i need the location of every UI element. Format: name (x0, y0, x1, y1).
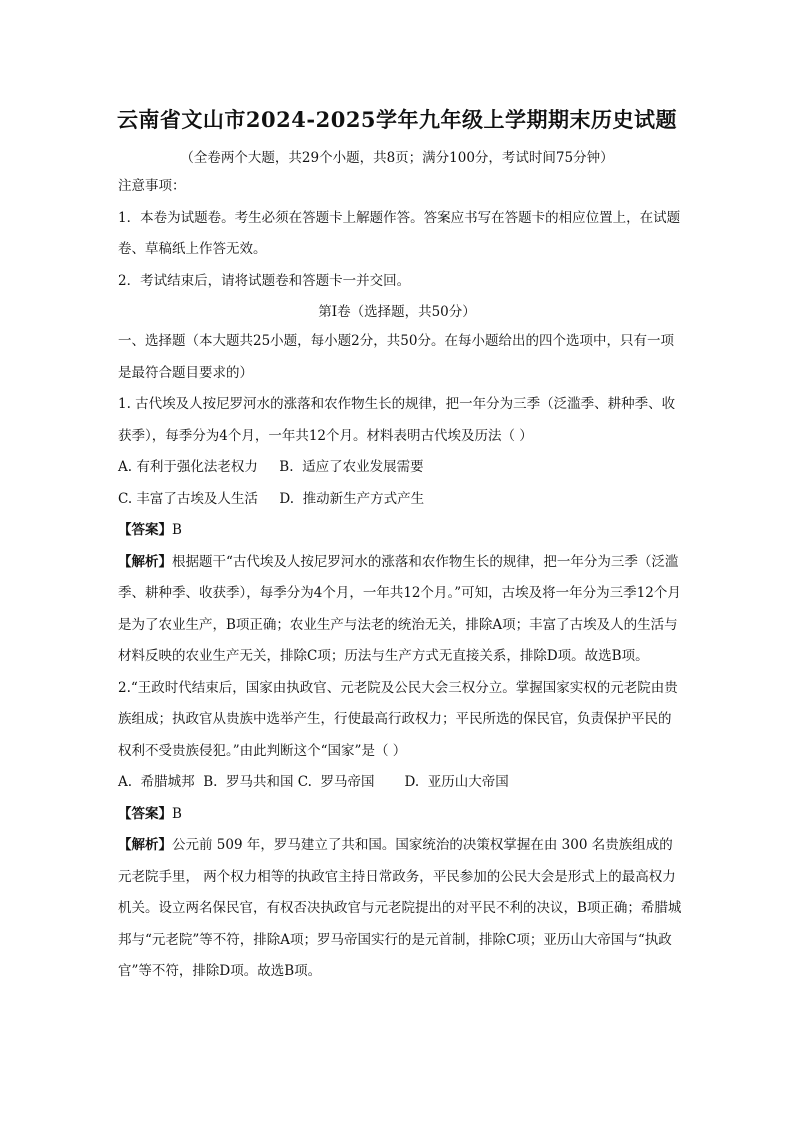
question-stem: 2.“王政时代结束后，国家由执政官、元老院及公民大会三权分立。掌握国家实权的元老院由贵族组成；执政官从贵族中选举产生，行使最高行政权力；平民所选的保民官，负责保护平民的权利不受贵族侵犯。”由此判断这个“国家”是（ ） (118, 679, 678, 759)
answer-value: B (172, 805, 182, 822)
question-options: A. 希腊城邦 B. 罗马共和国 C. 罗马帝国 D. 亚历山大帝国 (118, 774, 509, 790)
answer-value: B (172, 522, 182, 538)
analysis-label: 【解析】 (118, 553, 172, 570)
question-options: A. 有利于强化法老权力 B. 适应了农业发展需要 (118, 459, 424, 475)
questions-block (118, 326, 683, 988)
analysis-text: 根据题干“古代埃及人按尼罗河水的涨落和农作物生长的规律，把一年分为三季（泛滥季、耕种季、收获季），每季分为4个月，一年共12个月。”可知，古埃及将一年分为三季12个月是为了农业生产，B项正确；农业生产与法老的统治无关，排除A项；丰富了古埃及人的生活与材料反映的农业生产无关，排除C项；历法与生产方式无直接关系，排除D项。故选B项。 (118, 553, 681, 664)
notice-item: 1．本卷为试题卷。考生必须在答题卡上解题作答。答案应书写在答题卡的相应位置上，在试题卷、草稿纸上作答无效。 (118, 209, 681, 257)
notice-item: 2．考试结束后，请将试题卷和答题卡一并交回。 (118, 272, 411, 289)
analysis-label: 【解析】 (118, 837, 172, 853)
analysis-paragraph (118, 830, 683, 988)
page-title: 云南省文山市2024-2025学年九年级上学期期末历史试题 (116, 107, 678, 132)
notice-heading: 注意事项： (118, 178, 186, 194)
answer-label: 【答案】 (118, 522, 172, 538)
answer-line (118, 515, 683, 547)
part-title: 第Ⅰ卷（选择题，共50分） (318, 304, 476, 320)
question-stem: 1. 古代埃及人按尼罗河水的涨落和农作物生长的规律，把一年分为三季（泛滥季、耕种季、收获季），每季分为4个月，一年共12个月。材料表明古代埃及历法（ ） (118, 396, 676, 444)
exam-subtitle: （全卷两个大题，共29个小题，共8页；满分100分，考试时间75分钟） (180, 150, 614, 166)
answer-label: 【答案】 (118, 805, 172, 822)
question-options: C. 丰富了古埃及人生活 D. 推动新生产方式产生 (118, 490, 425, 507)
notice-block (118, 171, 683, 297)
answer-line (118, 799, 683, 831)
analysis-text: 公元前 509 年，罗马建立了共和国。国家统治的决策权掌握在由 300 名贵族组成的元老院手里， 两个权力相等的执政官主持日常政务，平民参加的公民大会是形式上的最高权力机关。设立两名保民官，有权否决执政官与元老院提出的对平民不利的决议，B项正确；希腊城邦与“元老院”等不符，排除A项；罗马帝国实行的是元首制，排除C项；亚历山大帝国与“执政官”等不符，排除D项。故选B项。 (118, 837, 682, 979)
analysis-paragraph (118, 547, 683, 673)
section-instructions: 一、选择题（本大题共25小题，每小题2分，共50分。在每小题给出的四个选项中，只有一项是最符合题目要求的） (118, 333, 674, 381)
